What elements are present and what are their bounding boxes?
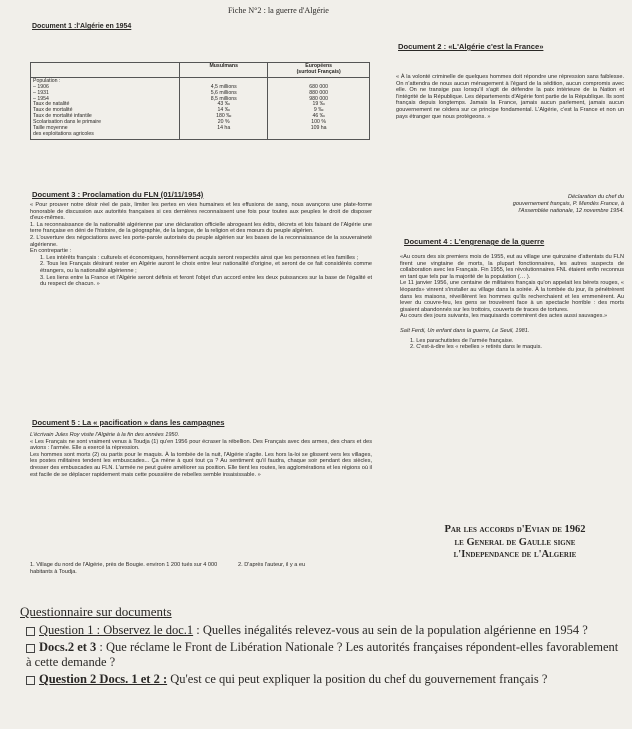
question-1-text: : Quelles inégalités relevez-vous au sein de la population algérienne en 1954 ?	[193, 623, 588, 637]
doc3-intro: « Pour prouver notre désir réel de paix, limiter les pertes en vies humaines et les effusions de sang, nous avançons une plate-forme honorable de discussion aux autorités françaises si ces dernières reconnaissent une fois pour toutes aux peuples le droit de disposer d'eux-mêmes.	[30, 202, 372, 222]
row-label: Scolarisation dans le primaire	[33, 119, 102, 126]
europeans-value: 9 ‰	[313, 107, 324, 114]
muslims-value: 180 ‰	[216, 113, 232, 120]
doc3-point-1: 1. La reconnaissance de la nationalité algérienne par une déclaration officielle abrogeant les édits, décrets et lois faisant de l'Algérie une terre française en déni de l'histoire, de la géographie, de la langue, de la religion et des mœurs du peuple algérien.	[30, 221, 372, 235]
doc4-body	[400, 254, 624, 351]
question-2-label: Docs.2 et 3	[39, 640, 97, 654]
evian-note	[404, 524, 626, 562]
row-label: Population :	[33, 77, 61, 84]
doc3-counter-3: 3. Les liens entre la France et l'Algérie seront définis et feront l'objet d'un accord entre les deux puissances sur la base de l'égalité et du respect de chacun. »	[40, 274, 372, 288]
muslims-value: 5,6 millions	[210, 89, 237, 96]
doc4-title: Document 4 : L'engrenage de la guerre	[404, 237, 545, 246]
doc5-paragraph-2: Les hommes sont morts (2) ou partis pour le maquis. À la tombée de la nuit, l'Algérie s'agite. Les hors la-loi se glissent vers les villages, les postes militaires tendent les embuscades... Ça mène à quoi tout ça ? Au sentiment qu'il faudra, chaque soir pendant des siècles, dresser des embuscades au FLN. L'armée ne peut guère améliorer sa position. Elle tient les routes, les agglomérations et les régions où il est facile de se déplacer rapidement mais cette poussière de rebelles semble insaisissable. »	[30, 451, 372, 478]
doc4-source: Saït Ferdi, Un enfant dans la guerre, Le Seuil, 1981.	[400, 327, 530, 334]
table-corner	[31, 63, 180, 78]
checkbox-icon	[26, 676, 35, 685]
row-label: – 1954	[33, 95, 49, 102]
doc5-note-1: 1. Village du nord de l'Algérie, près de Bougie. environ 1 200 tués sur 4 000 habitants à Toudja.	[30, 562, 218, 575]
doc2-source-3: l'Assemblée nationale, 12 novembre 1954.	[518, 208, 624, 214]
evian-line-3: l'Independance de l'Algerie	[453, 549, 577, 560]
question-3-label: Question 2 Docs. 1 et 2 :	[39, 672, 168, 686]
row-label: Taux de mortalité infantile	[33, 113, 92, 120]
doc3-counterpart: En contrepartie :	[30, 248, 72, 255]
doc3-point-2: 2. L'ouverture des négociations avec les porte-parole autorisés du peuple algérien sur les bases de la reconnaissance de la souveraineté algérienne.	[30, 234, 372, 248]
doc4-paragraph-3: Au cours des jours suivants, les maquisards commirent des actes aussi sauvages.»	[400, 313, 608, 320]
row-label: des exploitations agricoles	[33, 130, 94, 137]
questionnaire-heading: Questionnaire sur documents	[20, 604, 172, 619]
doc5-title: Document 5 : La « pacification » dans les campagnes	[32, 418, 225, 427]
col-europeans	[268, 63, 370, 78]
doc3-counter-2: 2. Tous les Français désirant rester en Algérie auront le choix entre leur nationalité d'origine, et seront de ce fait considérés comme étrangers, ou la nationalité algérienne ;	[40, 261, 372, 274]
doc2-source-2: gouvernement français, P. Mendès France, à	[512, 201, 624, 207]
col-europeans-sub: (surtout Français)	[296, 68, 341, 75]
checkbox-icon	[26, 627, 35, 636]
row-label: Taux de natalité	[33, 101, 70, 108]
doc5-paragraph-1: « Les Français ne sont vraiment venus à Toudja (1) qu'en 1956 pour écraser la rébellion. Des Français avec des armes, des chars et des avions : l'armée. Elle a exercé la répression.	[30, 438, 372, 452]
europeans-value: 980 000	[309, 95, 329, 102]
muslims-value: 20 %	[217, 119, 230, 126]
question-3-text: Qu'est ce qui peut expliquer la position du chef du gouvernement français ?	[167, 672, 548, 686]
table-body	[31, 77, 370, 139]
row-label: – 1931	[33, 89, 49, 96]
doc4-paragraph-1: «Au cours des six premiers mois de 1955, eut au village une quinzaine d'attentats du FLN firent une vingtaine de morts, la plupart fonctionnaires, les autres suspects de collaboration avec les Français. Fin 1955, les révolutionnaires FNL étaient enfin reconnus en tant que tels par la majorité de la population (… ).	[400, 254, 624, 280]
doc2-source-1: Déclaration du chef du	[568, 194, 624, 200]
doc1-title: Document 1 :l'Algérie en 1954	[32, 23, 132, 30]
muslims-value: 14 ‰	[217, 107, 230, 114]
doc2-quote: « À la volonté criminelle de quelques hommes doit répondre une répression sans faiblesse. On n'attendra de nous aucun ménagement à l'égard de la sédition, aucun compromis avec elle. On ne transige pas lorsqu'il s'agit de défendre la paix intérieure de la Nation et l'intégrité de la République. Les départements d'Algérie font partie de la République. Ils sont français depuis longtemps. Jamais la France, jamais aucun parlement, jamais aucun gouvernement ne cédera sur ce principe fondamental. L'Algérie, c'est la France et non un pays étranger que nous protégeons. »	[396, 74, 624, 120]
doc4-paragraph-2: Le 11 janvier 1956, une centaine de militaires français qu'on appelait les bérets rouges, « léopards» vinrent s'installer au village dans la soirée. À la tombée du jour, ils pénétrèrent dans les maisons, réveillèrent les hommes qu'ils recherchaient et les emmenèrent. Au lever du couvre-feu, les gens se trouvèrent face à un spectacle horrible : des morts gisaient abandonnés sur les trottoirs, couverts de traces de tortures.	[400, 280, 624, 313]
muslims-value: 8,5 millions	[210, 95, 237, 102]
question-2	[20, 640, 620, 670]
doc5-body	[30, 432, 372, 478]
muslims-values-cell	[180, 77, 268, 139]
question-1-label: Question 1 : Observez le doc.1	[39, 623, 194, 637]
europeans-value: 19 ‰	[312, 101, 325, 108]
sheet-title: Fiche N°2 : la guerre d'Algérie	[228, 6, 329, 15]
checkbox-icon	[26, 644, 35, 653]
muslims-value: 43 ‰	[217, 101, 230, 108]
question-2-text: : Que réclame le Front de Libération Nationale ? Les autorités françaises répondent-elles favorablement à cette demande ?	[26, 640, 619, 669]
col-muslims: Musulmans	[180, 63, 268, 78]
evian-line-1: Par les accords d'Evian de 1962	[444, 524, 586, 535]
doc5-note-2: 2. D'après l'auteur, il y a eu	[238, 562, 306, 568]
doc3-title: Document 3 : Proclamation du FLN (01/11/1954)	[32, 190, 204, 199]
table-header-row	[31, 63, 370, 78]
row-label: Taux de mortalité	[33, 107, 73, 114]
europeans-value: 880 000	[309, 89, 329, 96]
doc3-counter-1: 1. Les intérêts français : culturels et économiques, honnêtement acquis seront respectés ainsi que les personnes et les familles ;	[40, 254, 359, 261]
doc3-body	[30, 202, 372, 288]
europeans-value: 46 ‰	[312, 113, 325, 120]
doc4-note-2: 2. C'est-à-dire les « rebelles » retirés dans le maquis.	[410, 344, 542, 351]
row-labels-cell	[31, 77, 180, 139]
europeans-values-cell	[268, 77, 370, 139]
row-label: – 1906	[33, 83, 49, 90]
doc2-title: Document 2 : «L'Algérie c'est la France»	[398, 42, 544, 51]
doc1-table-wrapper	[30, 62, 370, 140]
doc1-stats-table	[30, 62, 370, 140]
doc5-source: L'écrivain Jules Roy visite l'Algérie à la fin des années 1950.	[30, 432, 180, 438]
europeans-value: 109 ha	[310, 125, 327, 132]
doc4-note-1: 1. Les parachutistes de l'armée française.	[410, 337, 514, 344]
evian-line-2: le General de Gaulle signe	[454, 536, 576, 548]
col-europeans-label: Européens	[305, 63, 333, 69]
muslims-value: 4,5 millions	[210, 83, 237, 90]
questionnaire	[20, 604, 620, 687]
row-label: Taille moyenne	[33, 125, 68, 132]
muslims-value: 14 ha	[217, 125, 231, 132]
question-1	[20, 623, 620, 638]
europeans-value: 680 000	[309, 83, 329, 90]
question-3	[20, 672, 620, 687]
europeans-value: 100 %	[311, 119, 326, 126]
